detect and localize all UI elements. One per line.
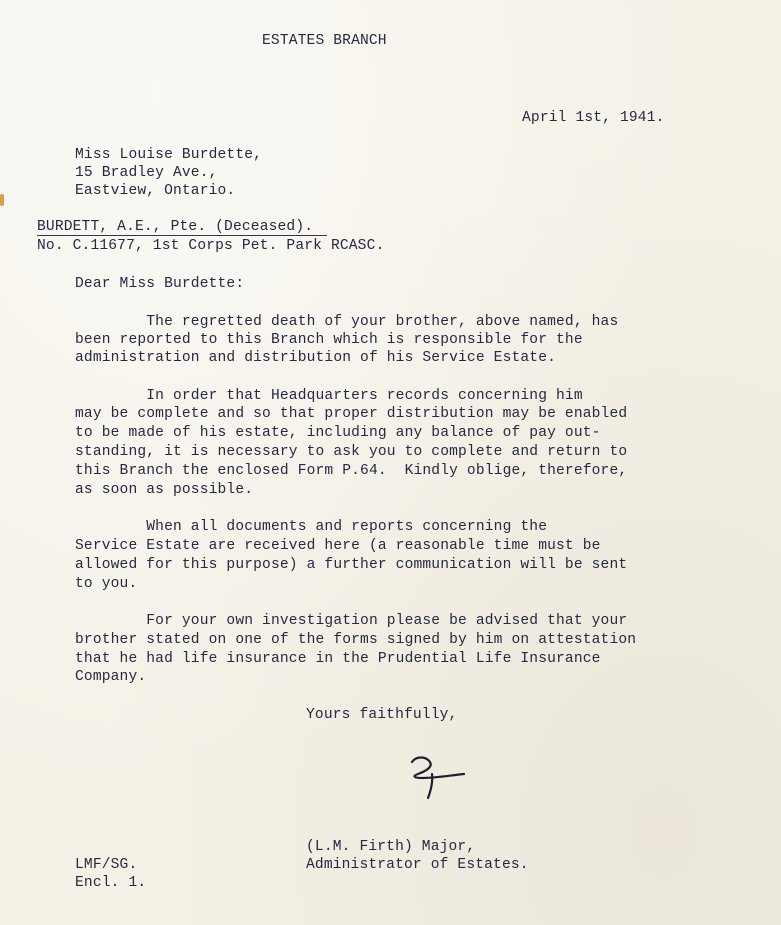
paragraph-2-line-2: may be complete and so that proper distribution may be enabled <box>75 406 628 422</box>
paragraph-4-line-1: For your own investigation please be advised that your <box>75 613 628 629</box>
letter-header: ESTATES BRANCH <box>262 33 387 49</box>
reference-line-2: No. C.11677, 1st Corps Pet. Park RCASC. <box>37 238 385 254</box>
paragraph-4-line-2: brother stated on one of the forms signed by him on attestation <box>75 632 637 648</box>
paragraph-3-line-4: to you. <box>75 576 138 592</box>
paragraph-3-line-3: allowed for this purpose) a further communication will be sent <box>75 557 628 573</box>
paragraph-1-line-1: The regretted death of your brother, above named, has <box>75 314 619 330</box>
handwritten-signature <box>402 752 472 804</box>
paragraph-1-line-3: administration and distribution of his Service Estate. <box>75 350 557 366</box>
reference-line-1: BURDETT, A.E., Pte. (Deceased). <box>37 219 314 235</box>
reference-underline <box>37 235 327 236</box>
enclosure-note: Encl. 1. <box>75 875 147 891</box>
paragraph-3-line-1: When all documents and reports concerning the <box>75 519 548 535</box>
recipient-city: Eastview, Ontario. <box>75 183 236 199</box>
paragraph-2-line-3: to be made of his estate, including any balance of pay out- <box>75 425 601 441</box>
letter-date: April 1st, 1941. <box>522 110 665 126</box>
salutation: Dear Miss Burdette: <box>75 276 245 292</box>
paragraph-4-line-3: that he had life insurance in the Prudential Life Insurance <box>75 651 601 667</box>
reference-initials: LMF/SG. <box>75 857 138 873</box>
paragraph-2-line-6: as soon as possible. <box>75 482 254 498</box>
paragraph-2-line-4: standing, it is necessary to ask you to complete and return to <box>75 444 628 460</box>
recipient-name: Miss Louise Burdette, <box>75 147 263 163</box>
closing: Yours faithfully, <box>306 707 458 723</box>
signatory-title: Administrator of Estates. <box>306 857 529 873</box>
paragraph-3-line-2: Service Estate are received here (a reasonable time must be <box>75 538 601 554</box>
margin-mark <box>0 194 4 206</box>
paragraph-2-line-1: In order that Headquarters records concerning him <box>75 388 583 404</box>
paragraph-1-line-2: been reported to this Branch which is responsible for the <box>75 332 583 348</box>
signatory-name: (L.M. Firth) Major, <box>306 839 476 855</box>
recipient-street: 15 Bradley Ave., <box>75 165 218 181</box>
paragraph-4-line-4: Company. <box>75 669 147 685</box>
paragraph-2-line-5: this Branch the enclosed Form P.64. Kindly oblige, therefore, <box>75 463 628 479</box>
